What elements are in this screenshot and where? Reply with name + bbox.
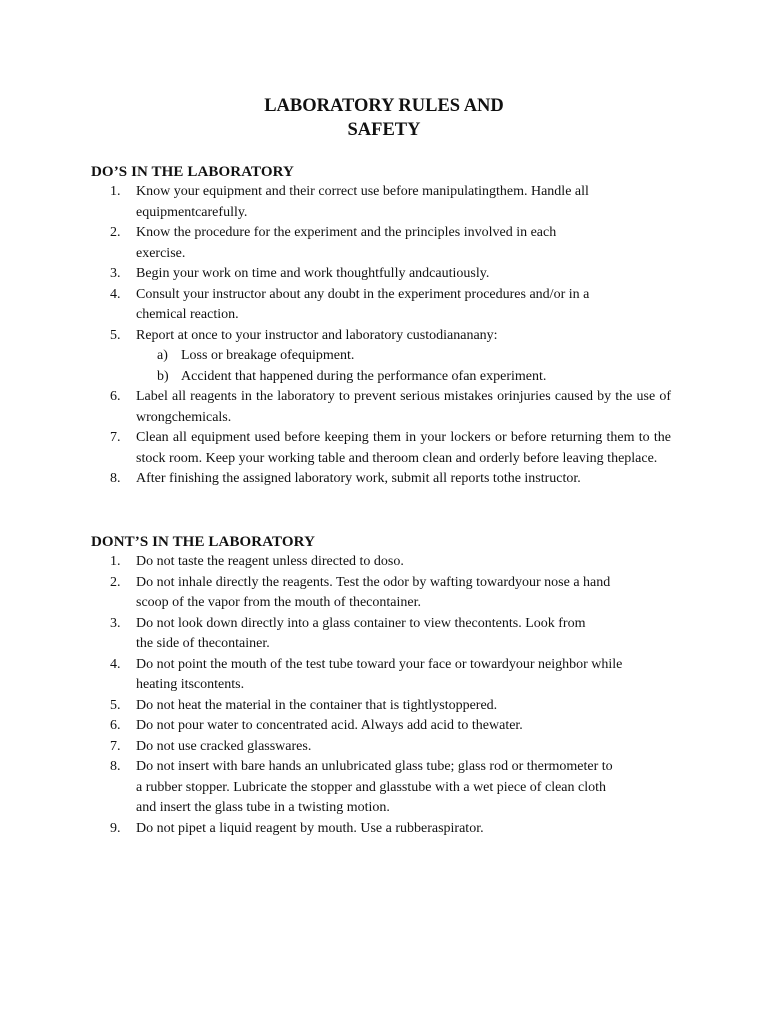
list-item-line: the side of thecontainer. xyxy=(136,636,270,651)
sub-list-marker: b) xyxy=(157,368,169,384)
list-item xyxy=(91,285,671,326)
list-item-number: 8. xyxy=(110,471,121,486)
list-item-line: Do not use cracked glasswares. xyxy=(136,738,312,754)
list-item-number: 4. xyxy=(110,656,121,672)
list-item-number: 6. xyxy=(110,389,121,404)
list-item-number: 9. xyxy=(110,820,121,836)
dos-heading: DO’S IN THE LABORATORY xyxy=(91,164,294,180)
list-item-line: Consult your instructor about any doubt in the experiment procedures and/or in a xyxy=(136,286,590,302)
list-item-line: scoop of the vapor from the mouth of thecontainer. xyxy=(136,595,421,610)
list-item xyxy=(91,696,671,717)
list-item xyxy=(91,655,671,696)
list-item xyxy=(91,264,671,285)
list-item-line: Do not look down directly into a glass container to view thecontents. Look from xyxy=(136,615,586,631)
list-item-number: 4. xyxy=(110,286,121,302)
list-item xyxy=(91,387,671,428)
dos-section xyxy=(91,162,671,490)
list-item-line: Do not inhale directly the reagents. Test the odor by wafting towardyour nose a hand xyxy=(136,574,611,590)
sub-list-item xyxy=(91,367,671,388)
page-title xyxy=(0,94,768,142)
list-item-line: Do not insert with bare hands an unlubricated glass tube; glass rod or thermometer to xyxy=(136,759,613,774)
list-item-number: 1. xyxy=(110,184,121,199)
list-item-line: and insert the glass tube in a twisting motion. xyxy=(136,800,390,815)
list-item-text: Clean all equipment used before keeping them in your lockers or before returning them to the stock room. Keep your working table and theroom clean and orderly before leaving theplace. xyxy=(136,430,671,466)
list-item xyxy=(91,552,671,573)
title-line-2: SAFETY xyxy=(347,120,421,140)
list-item-line: Do not taste the reagent unless directed to doso. xyxy=(136,554,404,569)
sub-list-text: Accident that happened during the performance ofan experiment. xyxy=(181,368,547,384)
sub-list-text: Loss or breakage ofequipment. xyxy=(181,348,355,363)
list-item xyxy=(91,469,671,490)
list-item-number: 3. xyxy=(110,615,121,631)
list-item-number: 7. xyxy=(110,430,121,445)
list-item-line: Do not pour water to concentrated acid. Always add acid to thewater. xyxy=(136,718,523,733)
list-item xyxy=(91,737,671,758)
list-item-line: Do not point the mouth of the test tube toward your face or towardyour neighbor while xyxy=(136,656,623,672)
list-item-number: 6. xyxy=(110,718,121,733)
dos-list xyxy=(91,182,671,490)
list-item-line: Know your equipment and their correct use before manipulatingthem. Handle all xyxy=(136,184,589,199)
list-item xyxy=(91,223,671,264)
list-item-number: 7. xyxy=(110,738,121,754)
list-item xyxy=(91,757,671,819)
list-item-number: 2. xyxy=(110,574,121,590)
list-item-line: Begin your work on time and work thoughtfully andcautiously. xyxy=(136,266,490,281)
list-item-line: a rubber stopper. Lubricate the stopper and glasstube with a wet piece of clean cloth xyxy=(136,779,606,795)
list-item-text: Label all reagents in the laboratory to prevent serious mistakes orinjuries caused by the use of wrongchemicals. xyxy=(136,389,671,425)
list-item-line: Report at once to your instructor and laboratory custodiananany: xyxy=(136,327,498,343)
list-item-line: After finishing the assigned laboratory work, submit all reports tothe instructor. xyxy=(136,471,581,486)
list-item-number: 8. xyxy=(110,759,121,774)
list-item xyxy=(91,573,671,614)
list-item-number: 2. xyxy=(110,225,121,240)
title-line-1: LABORATORY RULES AND xyxy=(264,96,504,116)
list-item-line: Do not pipet a liquid reagent by mouth. Use a rubberaspirator. xyxy=(136,820,484,836)
list-item-number: 5. xyxy=(110,327,121,343)
list-item-line: exercise. xyxy=(136,245,186,261)
list-item-number: 1. xyxy=(110,554,121,569)
list-item xyxy=(91,819,671,840)
list-item-line: heating itscontents. xyxy=(136,677,245,692)
list-item-line: equipmentcarefully. xyxy=(136,204,248,220)
list-item xyxy=(91,326,671,347)
list-item xyxy=(91,614,671,655)
list-item xyxy=(91,182,671,223)
sub-list-item xyxy=(91,346,671,367)
list-item xyxy=(91,428,671,469)
list-item-number: 5. xyxy=(110,697,121,713)
list-item xyxy=(91,716,671,737)
list-item-line: chemical reaction. xyxy=(136,307,239,322)
donts-section xyxy=(91,532,671,839)
list-item-number: 3. xyxy=(110,266,121,281)
sub-list-marker: a) xyxy=(157,348,168,363)
list-item-line: Do not heat the material in the container that is tightlystoppered. xyxy=(136,697,498,713)
donts-heading: DONT’S IN THE LABORATORY xyxy=(91,534,316,550)
donts-list xyxy=(91,552,671,839)
list-item-line: Know the procedure for the experiment and the principles involved in each xyxy=(136,225,557,240)
